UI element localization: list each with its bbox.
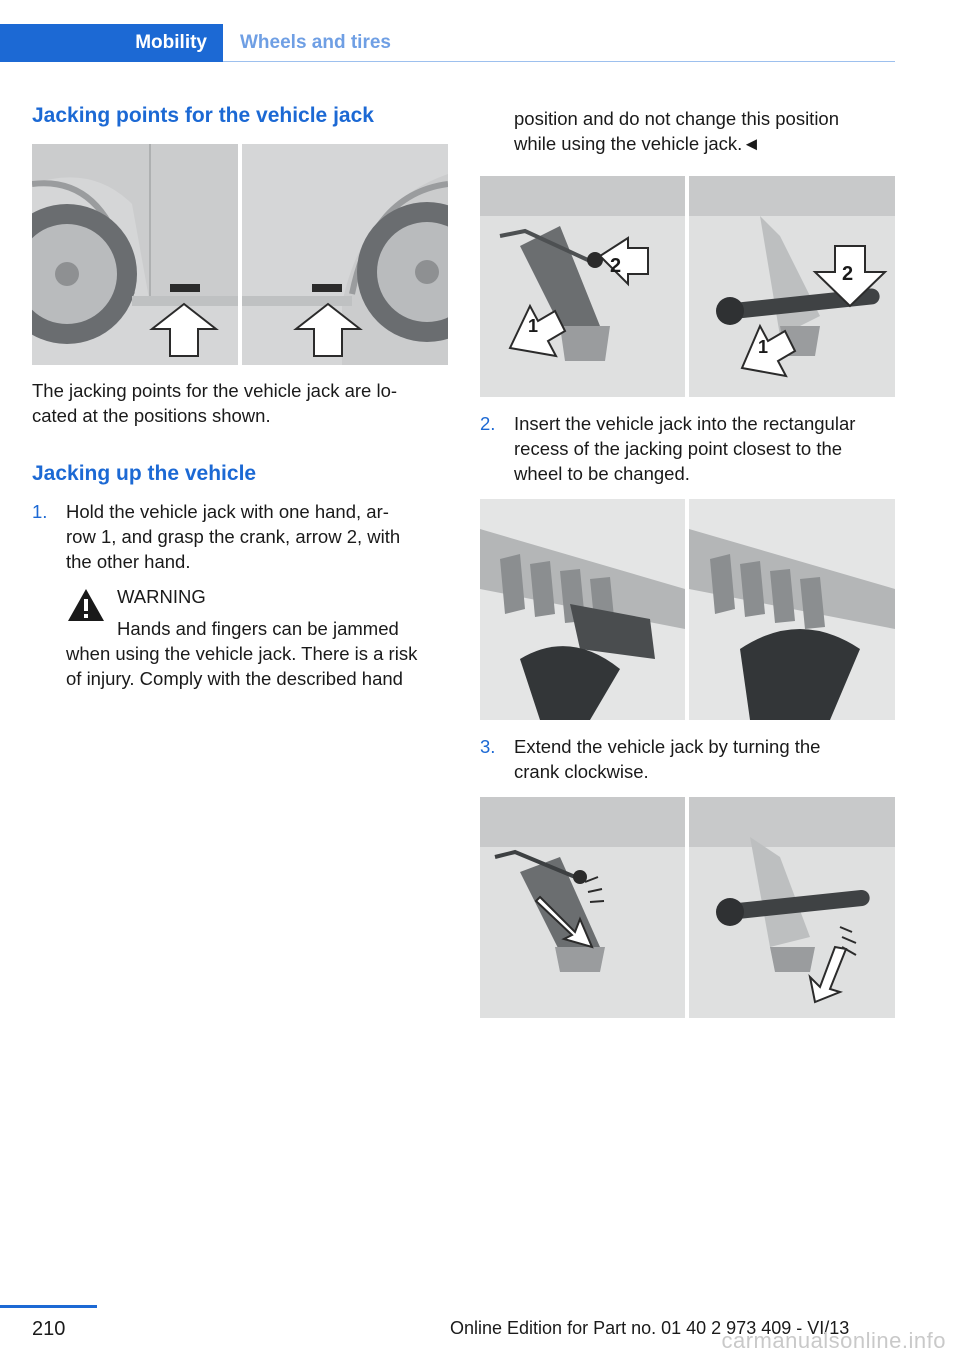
warning-line3: of injury. Comply with the described hand [66,668,403,689]
fig-label-arrow2-left: 2 [610,255,622,277]
header-divider [223,61,895,62]
tab-wheels-and-tires[interactable]: Wheels and tires [240,32,391,53]
header-tabs [0,24,895,62]
warning-line2: when using the vehicle jack. There is a risk [66,643,418,664]
fig-label-arrow1-right: 1 [758,337,769,357]
jack-insert-figure [480,499,895,720]
step-2-line3: wheel to be changed. [514,463,690,484]
page-number: 210 [32,1318,66,1340]
footer-rule [0,1305,97,1308]
jack-extend-figure [480,797,895,1018]
step-1-line2: row 1, and grasp the crank, arrow 2, with [66,526,401,547]
step-3-line2: crank clockwise. [514,761,649,782]
warning-continued-line2: while using the vehicle jack.◄ [514,133,761,154]
warning-title: WARNING [117,586,206,607]
tab-mobility[interactable]: Mobility [0,24,223,62]
step-2-line2: recess of the jacking point closest to the [514,438,843,459]
step-1-line1: Hold the vehicle jack with one hand, ar- [66,501,389,522]
jacking-points-caption-line1: The jacking points for the vehicle jack are lo- [32,380,398,401]
step-1-line3: the other hand. [66,551,191,572]
warning-icon [66,587,106,623]
jacking-points-figure [32,144,448,365]
fig-label-arrow1-left: 1 [528,316,539,336]
step-2-number: 2. [480,413,496,434]
step-3-line1: Extend the vehicle jack by turning the [514,736,821,757]
step-1-number: 1. [32,501,48,522]
warning-line1: Hands and fingers can be jammed [117,618,399,639]
fig-label-arrow2-right: 2 [842,263,854,285]
edition-info: Online Edition for Part no. 01 40 2 973 409 - VI/13 [450,1318,850,1338]
step-2-line1: Insert the vehicle jack into the rectangular [514,413,856,434]
jacking-points-caption-line2: cated at the positions shown. [32,405,271,426]
watermark: carmanualsonline.info [721,1328,946,1353]
section-heading-jacking-points: Jacking points for the vehicle jack [32,104,374,127]
section-heading-jacking-up: Jacking up the vehicle [32,462,257,485]
jack-handling-figure [480,176,895,397]
warning-continued-line1: position and do not change this position [514,108,840,129]
step-3-number: 3. [480,736,496,757]
